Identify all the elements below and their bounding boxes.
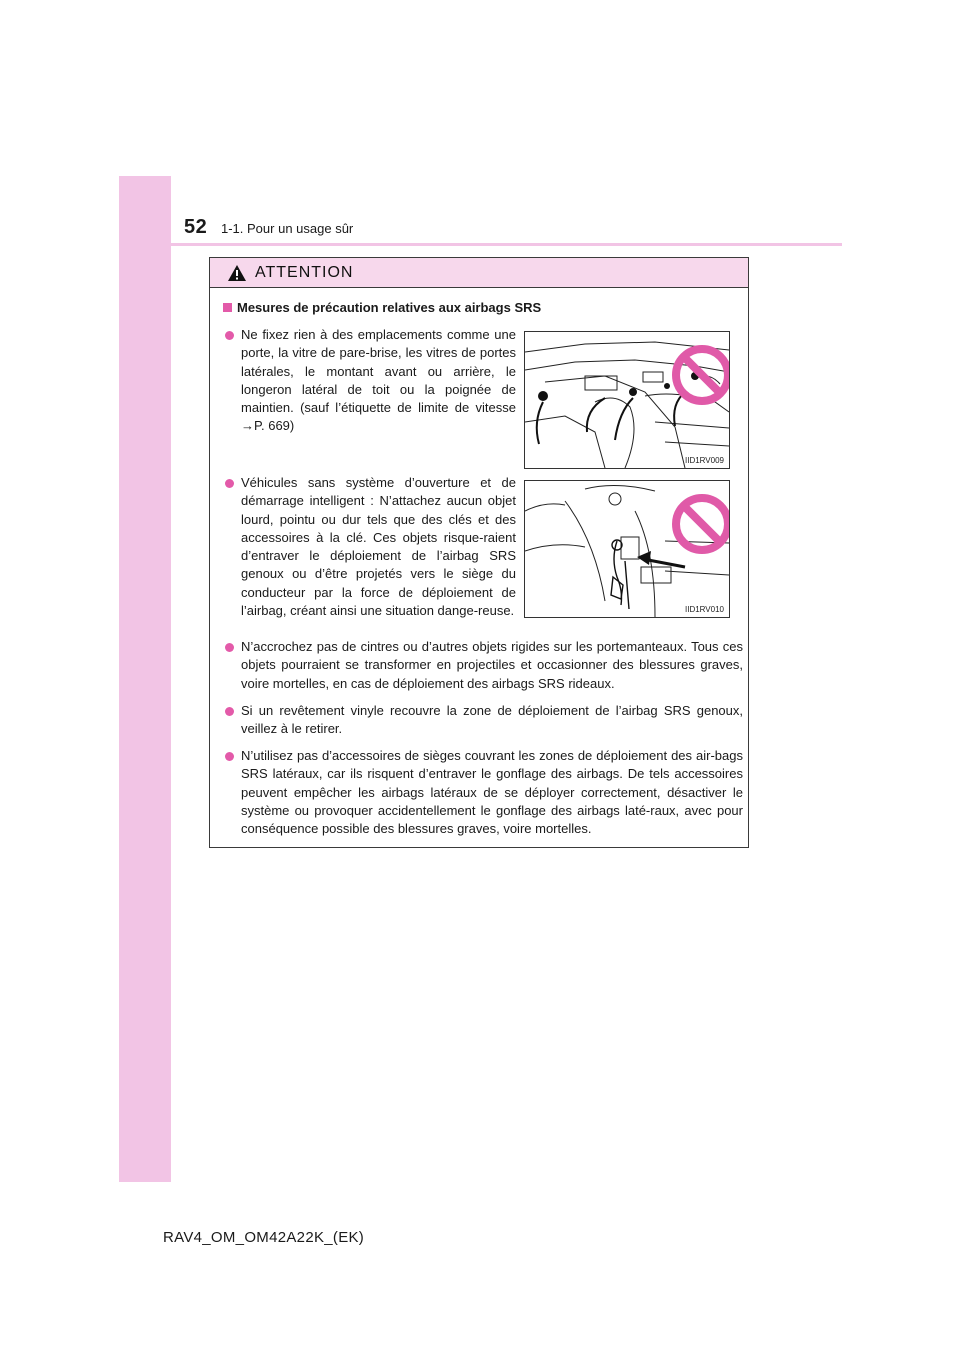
bullet-text: Véhicules sans système d’ouverture et de démarrage intelligent : N’attachez aucun objet lourd, pointu ou dur tels que des clés et des accessoires à la clé. Ces objets risque-raient d’entraver le déploiement de l’airbag SRS genoux ou d’être projetés vers le siège du conducteur par la force de déploiement de l’airbag, créant ainsi une situation dange-reuse. (241, 475, 516, 619)
illustration-key-on-steering-column (524, 480, 730, 618)
bullet-item (225, 702, 743, 739)
page-number: 52 (184, 216, 208, 238)
square-bullet-icon (223, 303, 232, 312)
bullet-dot-icon (225, 479, 234, 488)
subheading-text: Mesures de précaution relatives aux airbags SRS (237, 300, 542, 315)
caution-header (210, 258, 748, 288)
bullet-dot-icon (225, 331, 234, 340)
figure-code: IID1RV010 (685, 605, 724, 614)
bullet-item (225, 474, 516, 620)
caution-box (209, 257, 749, 848)
bullet-text: N’utilisez pas d’accessoires de sièges couvrant les zones de déploiement des air-bags SRS latéraux, car ils risquent d’entraver le gonflage des airbags. De tels accessoires peuvent empêcher les airbags latéraux de se déployer correctement, désactiver le système ou provoquer accidentellement le gonflage des airbags laté-raux, avec pour conséquence possible des blessures graves, voire mortelles. (241, 748, 743, 837)
bullet-item (225, 638, 743, 693)
bullet-item (225, 326, 516, 436)
header-rule (119, 243, 842, 246)
bullet-text: N’accrochez pas de cintres ou d’autres objets rigides sur les portemanteaux. Tous ces objets pourraient se transformer en projectiles et occasionner des blessures graves, voire mortelles, en cas de déploiement des airbags SRS rideaux. (241, 639, 743, 691)
bullet-dot-icon (225, 707, 234, 716)
illustration-cabin-attachments (524, 331, 730, 469)
warning-triangle-icon (227, 264, 247, 282)
caution-subheading (223, 300, 541, 315)
chapter-side-tab (119, 176, 171, 1182)
bullet-dot-icon (225, 752, 234, 761)
bullet-text: Ne fixez rien à des emplacements comme une porte, la vitre de pare-brise, les vitres de portes latérales, le montant avant ou arrière, le longeron latéral de toit ou la poignée de maintien. (sauf l’étiquette de limite de vitesse →P. 669) (241, 327, 516, 434)
figure-code: IID1RV009 (685, 456, 724, 465)
bullet-text: Si un revêtement vinyle recouvre la zone de déploiement de l’airbag SRS genoux, veillez à le retirer. (241, 703, 743, 737)
bullet-dot-icon (225, 643, 234, 652)
document-id-footer: RAV4_OM_OM42A22K_(EK) (163, 1229, 365, 1246)
bullet-item (225, 747, 743, 838)
section-title: 1-1. Pour un usage sûr (221, 221, 354, 236)
caution-title: ATTENTION (255, 263, 354, 281)
